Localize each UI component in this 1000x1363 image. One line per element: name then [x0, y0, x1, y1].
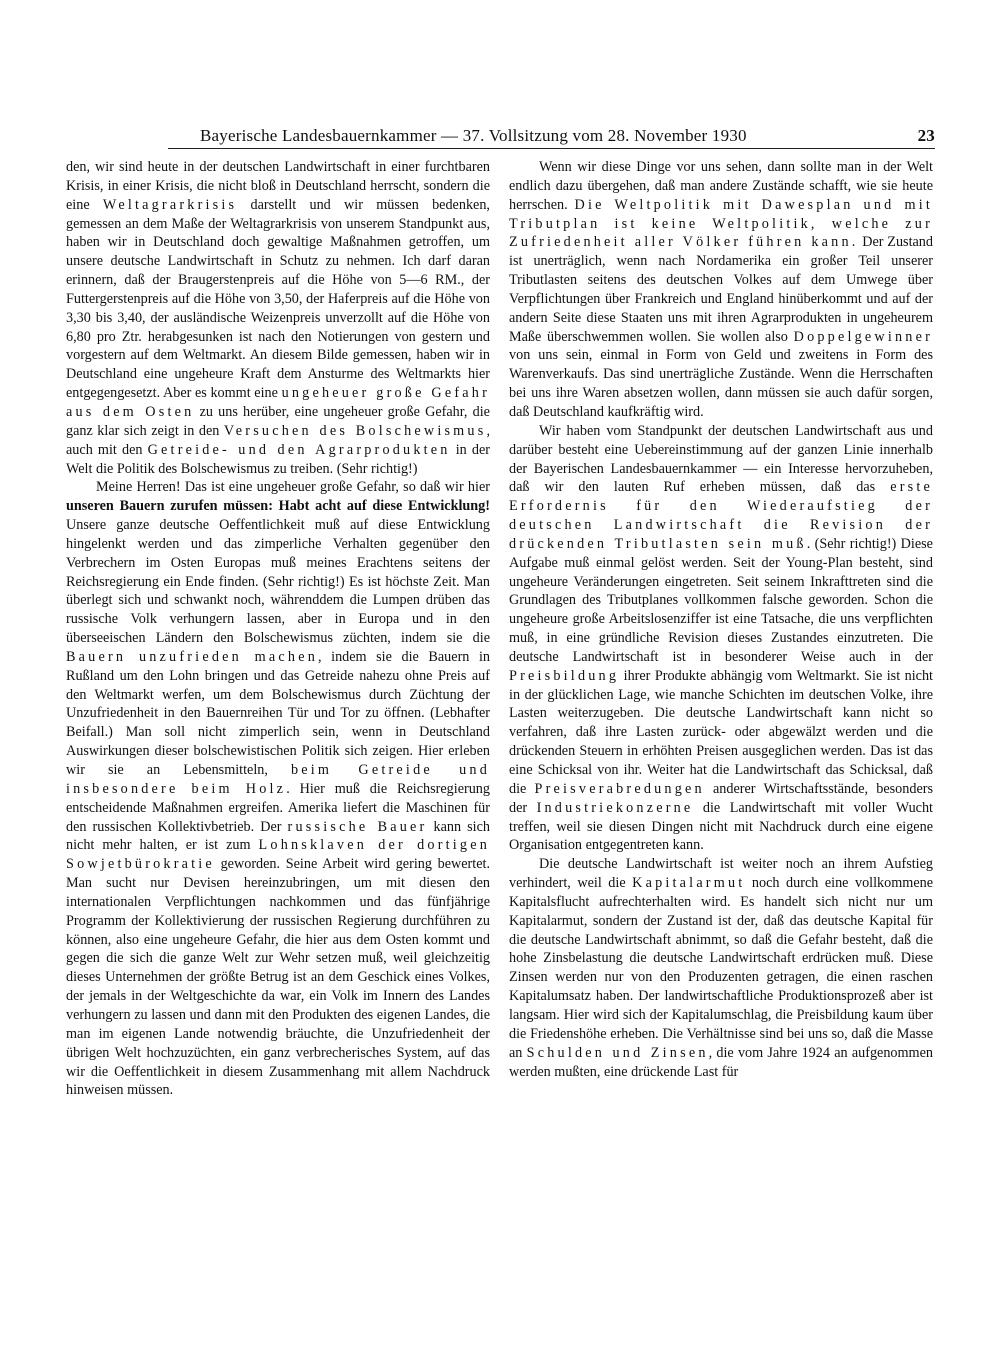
paragraph: Wir haben vom Standpunkt der deutschen Landwirtschaft aus und darüber besteht eine Uebereinstimmung auf der ganzen Linie innerhalb der Bayerischen Landesbauernkammer — ein Interesse hervorzuheben, daß wir den lauten Ruf erheben müssen, daß das erste Erfordernis für den Wiederaufstieg der deutschen Landwirtschaft die Revision der drückenden Tributlasten sein muß. (Sehr richtig!) Diese Aufgabe muß einmal gelöst werden. Seit der Young-Plan besteht, sind ungeheure Veränderungen eingetreten. Seit seinem Inkrafttreten sind die Grundlagen des Tributplanes vollkommen falsche geworden. Schon die ungeheure große Arbeitslosenziffer ist eine Tatsache, die uns verpflichten muß, in eine gründliche Revision dieses Zustandes einzutreten. Die deutsche Landwirtschaft ist in besonderer Weise auch in der Preisbildung ihrer Produkte abhängig vom Weltmarkt. Sie ist nicht in der glücklichen Lage, wie manche Schichten im deutschen Volke, ihre Lasten weiterzugeben. Die deutsche Landwirtschaft kann nicht so verfahren, daß ihre Lasten zurück- oder abgewälzt werden und die drückenden Steuern in erhöhten Preisen ausgeglichen werden. Das ist das eine Schicksal von ihr. Weiter hat die Landwirtschaft das Schicksal, daß die Preisverabredungen anderer Wirtschaftsstände, besonders der Industriekonzerne die Landwirtschaft mit voller Wucht treffen, weil sie diesen Dingen nicht mit Nachdruck durch eine eigene Organisation entgegentreten kann.	[509, 422, 933, 854]
spaced-emphasis: Kapitalarmut	[632, 875, 746, 892]
spaced-emphasis: Weltagrarkrisis	[102, 196, 238, 213]
paragraph: Die deutsche Landwirtschaft ist weiter noch an ihrem Aufstieg verhindert, weil die Kapitalarmut noch durch eine vollkommene Kapitalsflucht aufrechterhalten wird. Es handelt sich nicht nur um Kapitalarmut, sondern der Zustand ist der, daß das deutsche Kapital für die deutsche Landwirtschaft abnimmt, so daß die Gefahr besteht, daß die hohe Zinsbelastung die deutsche Landwirtschaft erdrücken muß. Diese Zinsen werden nur von den Produzenten getragen, die einen raschen Kapitalumsatz haben. Der landwirtschaftliche Produktionsprozeß aber ist langsam. Hier wird sich der Kapitalumschlag, die Preisbildung kaum über die Friedenshöhe erheben. Die Verhältnisse sind bei uns so, daß die Masse an Schulden und Zinsen, die vom Jahre 1924 an aufgenommen werden mußten, eine drückende Last für	[509, 856, 934, 1080]
spaced-emphasis: Lohnsklaven der dortigen Sowjetbürokratie	[66, 837, 490, 873]
page-number: 23	[917, 126, 935, 145]
spaced-emphasis: Doppelgewinner	[793, 328, 933, 345]
paragraph: den, wir sind heute in der deutschen Landwirtschaft in einer furchtbaren Krisis, in einer Krisis, die nicht bloß in Deutschland herrscht, sondern die eine Weltagrarkrisis darstellt und wir müssen bedenken, gemessen an dem Maße der Weltagrarkrisis von unserem Standpunkt aus, haben wir in Deutschland doch gewaltige Maßnahmen getroffen, um unsere deutsche Landwirtschaft in Schutz zu nehmen. Ich darf daran erinnern, daß der Braugerstenpreis auf die Höhe von 5—6 RM., der Futtergerstenpreis auf die Höhe von 3,50, der Haferpreis auf die Höhe von 3,30 bis 3,40, der ausländische Weizenpreis unverzollt auf die Höhe von 6,80 pro Ztr. herabgesunken ist nach den Notierungen von gestern und vorgestern auf dem Weltmarkt. An diesem Bilde gemessen, haben wir in Deutschland eine ungeheure Kraft dem Ansturme des Weltmarkts hier entgegengesetzt. Aber es kommt eine ungeheuer große Gefahr aus dem Osten zu uns herüber, eine ungeheuer große Gefahr, die ganz klar sich zeigt in den Versuchen des Bolschewismus, auch mit den Getreide- und den Agrarprodukten in der Welt die Politik des Bolschewismus zu treiben. (Sehr richtig!)	[66, 159, 491, 477]
spaced-emphasis: ungeheuer große Gefahr aus dem Osten	[66, 385, 491, 420]
left-column	[66, 158, 490, 1100]
bold-emphasis: unseren Bauern zurufen müssen: Habt acht auf diese Entwicklung!	[66, 498, 490, 515]
spaced-emphasis: beim Getreide und insbesondere beim Holz	[66, 762, 490, 797]
spaced-emphasis: erste Erfordernis für den Wiederaufstieg der deutschen Landwirtschaft die Revision der drückenden Tributlasten sein muß	[509, 479, 933, 552]
spaced-emphasis: Versuchen des Bolschewismus	[223, 422, 487, 439]
header-rule	[168, 148, 935, 149]
spaced-emphasis: Preisverabredungen	[534, 780, 705, 797]
spaced-emphasis: Getreide- und den Agrarprodukten	[147, 441, 451, 458]
spaced-emphasis: russische Bauer	[287, 818, 428, 835]
right-column	[509, 158, 933, 1081]
spaced-emphasis: Bauern unzufrieden machen	[66, 648, 318, 665]
spaced-emphasis: Die Weltpolitik mit Dawesplan und mit Tributplan ist keine Weltpolitik, welche zur Zufriedenheit aller Völker führen kann.	[509, 196, 933, 251]
page-header	[200, 124, 935, 150]
spaced-emphasis: Schulden und Zinsen	[526, 1044, 709, 1061]
paragraph: Meine Herren! Das ist eine ungeheuer große Gefahr, so daß wir hier unseren Bauern zurufen müssen: Habt acht auf diese Entwicklung! Unsere ganze deutsche Oeffentlichkeit muß auf diese Entwicklung hingelenkt werden und das zimperliche Verhalten gegenüber den Verbrechern im Osten Europas muß meines Erachtens seitens der Reichsregierung ein Ende finden. (Sehr richtig!) Es ist höchste Zeit. Man überlegt sich und schwankt noch, währenddem die Lumpen drüben das russische Volk verhungern lassen, aber in Europa und in den überseeischen Ländern den Bolschewismus züchten, indem sie die Bauern unzufrieden machen, indem sie die Bauern in Rußland um den Lohn bringen und das Getreide nahezu ohne Preis auf den Weltmarkt werfen, um dem Bolschewismus durch Züchtung der Unzufriedenheit in den Bauernreihen Tür und Tor zu öffnen. (Lebhafter Beifall.) Man soll nicht zimperlich sein, wenn in Deutschland Auswirkungen dieser bolschewistischen Politik sich zeigen. Hier erleben wir sie an Lebensmitteln, beim Getreide und insbesondere beim Holz. Hier muß die Reichsregierung entscheidende Maßnahmen ergreifen. Amerika liefert die Maschinen für den russischen Kollektivbetrieb. Der russische Bauer kann sich nicht mehr halten, er ist zum Lohnsklaven der dortigen Sowjetbürokratie geworden. Seine Arbeit wird gering bewertet. Man sucht nur Devisen hereinzubringen, um mit diesen den internationalen Verpflichtungen nachkommen und das fünfjährige Programm der Kollektivierung der russischen Regierung durchführen zu können, also eine ungeheure Gefahr, die hier aus dem Osten kommt und gegen die sich die ganze Welt zur Wehr setzen muß, weil gleichzeitig dieses Unternehmen der größte Betrug ist an dem Geschick eines Volkes, der jemals in der Weltgeschichte da war, ein Volk im Innern des Landes verhungern zu lassen und dann mit den Produkten des eigenen Landes, die man im eigenen Lande notwendig bräuchte, die Unzufriedenheit der übrigen Welt hochzuzüchten, ein ganz verbrecherisches System, auf das wir die Oeffentlichkeit in diesem Zusammenhang mit allem Nachdruck hinweisen müssen.	[66, 479, 490, 1099]
spaced-emphasis: Industriekonzerne	[536, 799, 694, 816]
spaced-emphasis: Preisbildung	[509, 667, 620, 684]
running-title: Bayerische Landesbauernkammer — 37. Vollsitzung vom 28. November 1930	[200, 126, 747, 145]
paragraph: Wenn wir diese Dinge vor uns sehen, dann sollte man in der Welt endlich dazu übergehen, daß man andere Zustände schafft, wie sie heute herrschen. Die Weltpolitik mit Dawesplan und mit Tributplan ist keine Weltpolitik, welche zur Zufriedenheit aller Völker führen kann. Der Zustand ist unerträglich, wenn nach Nordamerika ein großer Teil unserer Tributlasten seitens des deutschen Volkes auf dem Umwege über Verpflichtungen über Frankreich und England hinüberkommt und auf der andern Seite diese Staaten uns mit ihren Agrarprodukten in ungeheurem Maße überschwemmen wollen. Sie wollen also Doppelgewinner von uns sein, einmal in Form von Geld und zweitens in Form des Warenverkaufs. Das sind unerträgliche Zustände. Wenn die Herrschaften bei uns ihre Waren absetzen wollen, dann müssen sie auch dafür sorgen, daß Deutschland kaufkräftig wird.	[509, 159, 933, 420]
